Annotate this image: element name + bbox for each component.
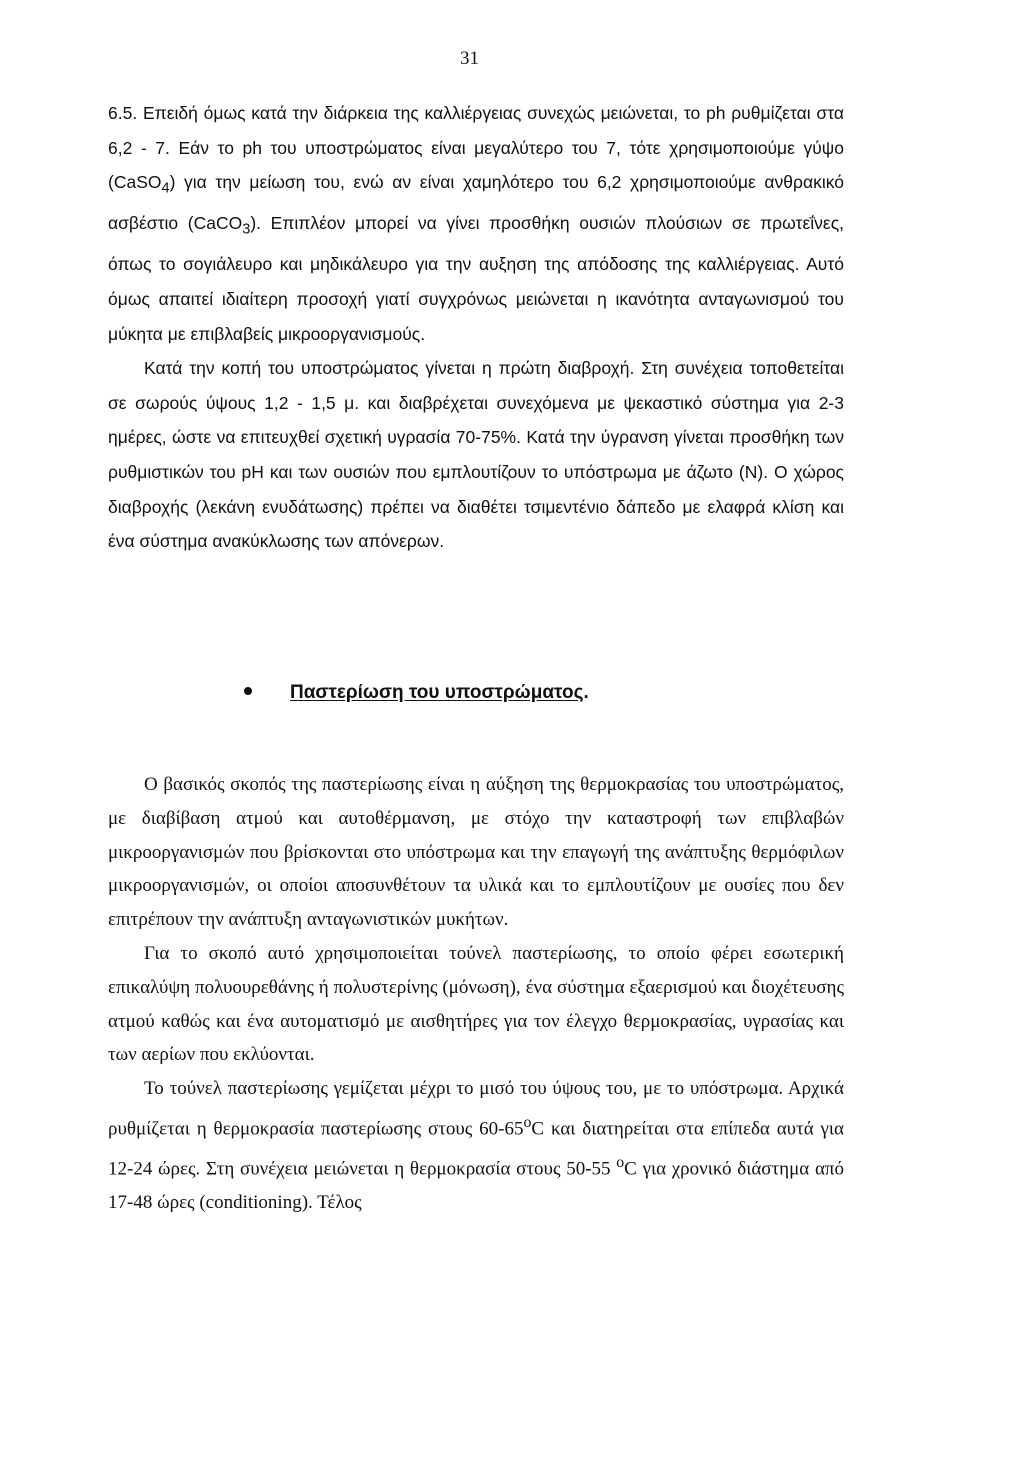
protein-additive-text: Επιπλέον μπορεί να γίνει προσθήκη ουσιών πλούσιων σε πρωτεΐνες, όπως το σογιάλευρο και μηδικάλευρο για την αυξηση της απόδοσης της καλλιέργειας. Αυτό όμως απαιτεί ιδιαίτερη προσοχή γιατί συγχρόνως μειώνεται η ικανότητα ανταγωνισμού του μύκητα με επιβλαβείς μικροοργανισμούς.	[108, 213, 844, 344]
heading-text: Παστερίωση του υποστρώματος	[290, 682, 584, 703]
paragraph-text: Το τούνελ παστερίωσης γεμίζεται μέχρι το μισό του ύψους του, με το υπόστρωμα. Αρχικά ρυθμίζεται η θερμοκρασία παστερίωσης στους 60-65	[108, 1078, 844, 1140]
section-6-5-paragraph-2: Κατά την κοπή του υποστρώματος γίνεται η πρώτη διαβροχή. Στη συνέχεια τοποθετείται σε σωρούς ύψους 1,2 - 1,5 μ. και διαβρέχεται συνεχόμενα με ψεκαστικό σύστημα για 2-3 ημέρες, ώστε να επιτευχθεί σχετική υγρασία 70-75%. Κατά την ύγρανση γίνεται προσθήκη των ρυθμιστικών του pH και των ουσιών που εμπλουτίζουν το υπόστρωμα με άζωτο (N). Ο χώρος διαβροχής (λεκάνη ενυδάτωσης) πρέπει να διαθέτει τσιμεντένιο δάπεδο με ελαφρά κλίση και ένα σύστημα ανακύκλωσης των απόνερων.	[108, 358, 844, 552]
page-number: 31	[460, 48, 479, 69]
degree-sign: o	[616, 1154, 625, 1172]
subscript: 4	[161, 180, 170, 197]
ph-adjustment-text: ).	[250, 213, 262, 234]
subscript: 3	[242, 221, 251, 238]
ph-adjustment-text: Επειδή όμως κατά την διάρκεια της καλλιέργειας συνεχώς μειώνεται, το ph ρυθμίζεται στα 6,2 - 7. Εάν το ph του υποστρώματος είναι μεγαλύτερο του 7, τότε χρησιμοποιούμε γύψο (CaSO	[108, 103, 844, 193]
section-heading	[244, 682, 589, 704]
ph-adjustment-text: ) για την μείωση του, ενώ αν είναι χαμηλότερο του 6,2 χρησιμοποιούμε ανθρακικό ασβέστιο (CaCO	[108, 172, 844, 234]
pasteurization-paragraph-3	[108, 1072, 844, 1220]
pasteurization-paragraph-2: Για το σκοπό αυτό χρησιμοποιείται τούνελ παστερίωσης, το οποίο φέρει εσωτερική επικαλύψη πολυουρεθάνης ή πολυστερίνης (μόνωση), ένα σύστημα εξαερισμού και διοχέτευσης ατμού καθώς και ένα αυτοματισμό με αισθητήρες για τον έλεγχο θερμοκρασίας, υγρασίας και των αερίων που εκλύονται.	[108, 942, 844, 1066]
section-6-5	[108, 96, 844, 559]
paragraph-text: C για χρονικό διάστημα από 17-48 ώρες (conditioning). Τέλος	[108, 1158, 844, 1214]
pasteurization-paragraph-1: Ο βασικός σκοπός της παστερίωσης είναι η αύξηση της θερμοκρασίας του υποστρώματος, με διαβίβαση ατμού και αυτοθέρμανση, με στόχο την καταστροφή των επιβλαβών μικροοργανισμών που βρίσκονται στο υπόστρωμα και την επαγωγή της ανάπτυξης θερμόφιλων μικροοργανισμών, οι οποίοι αποσυνθέτουν τα υλικά και το εμπλουτίζουν με ουσίες που δεν επιτρέπουν την ανάπτυξη ανταγωνιστικών μυκήτων.	[108, 774, 844, 931]
heading-tail: .	[583, 682, 589, 703]
bullet-icon	[244, 687, 252, 695]
pasteurization-section	[108, 768, 844, 1220]
degree-sign: o	[523, 1113, 532, 1131]
paragraph-text: C και διατηρείται στα επίπεδα αυτά για 12-24 ώρες. Στη συνέχεια μειώνεται η θερμοκρασία στους 50-55	[108, 1118, 844, 1180]
section-6-5-paragraph-1	[108, 96, 844, 351]
section-label: 6.5.	[108, 103, 138, 123]
